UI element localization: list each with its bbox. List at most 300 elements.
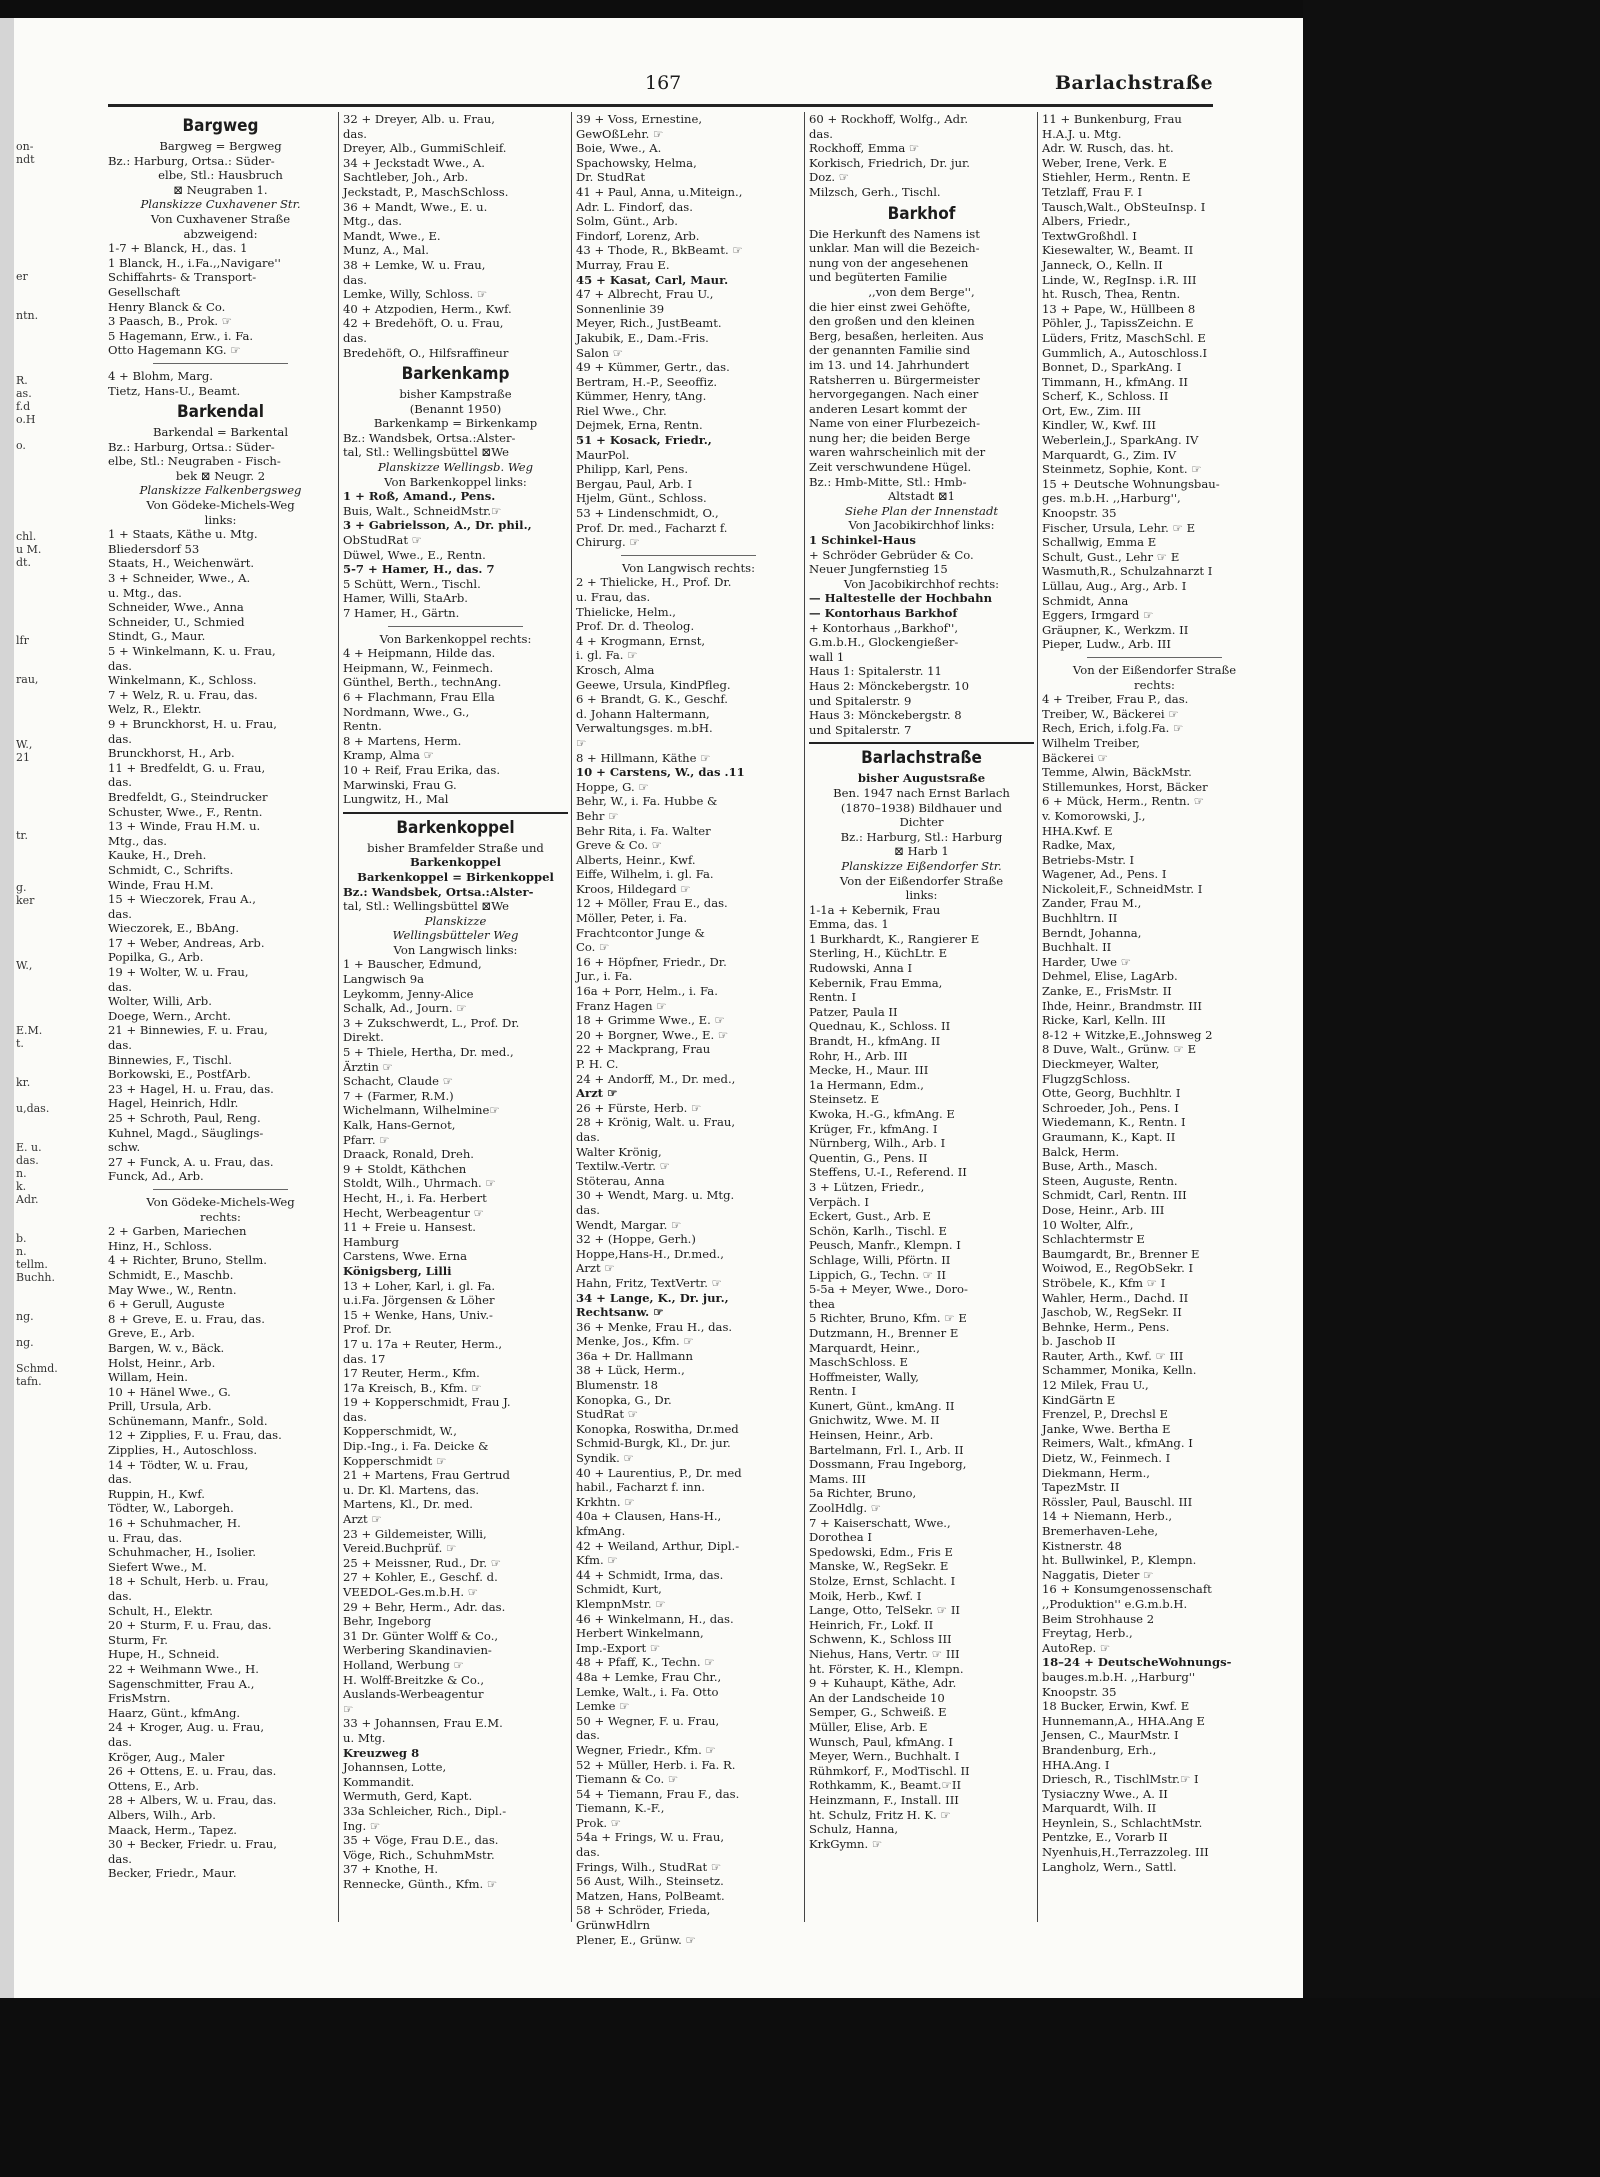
directory-line: 50 + Wegner, F. u. Frau, (576, 1713, 720, 1728)
directory-line: Draack, Ronald, Dreh. (343, 1147, 474, 1162)
fragment-line (16, 972, 38, 985)
section-rule (153, 363, 288, 364)
directory-line: 20 + Borgner, Wwe., E. ☞ (576, 1027, 729, 1042)
fragment-line (16, 335, 38, 348)
directory-line: Schulz, Hanna, (809, 1822, 899, 1837)
directory-line: Dieckmeyer, Walter, (1042, 1057, 1160, 1071)
fragment-line: ng. (16, 1336, 34, 1349)
directory-line: Behr, Ingeborg (343, 1614, 432, 1629)
directory-line: Rössler, Paul, Bauschl. III (1042, 1494, 1193, 1509)
directory-line: Gummlich, A., Autoschloss.I (1042, 345, 1208, 360)
directory-line: Buis, Walt., SchneidMstr.☞ (343, 503, 502, 518)
fragment-line: o. (16, 439, 26, 452)
directory-line: Mams. III (809, 1471, 866, 1486)
directory-line: elbe, Stl.: Neugraben - Fisch- (108, 454, 281, 469)
directory-line: Stolze, Ernst, Schlacht. I (809, 1574, 956, 1588)
directory-line: Hecht, Werbeagentur ☞ (343, 1205, 485, 1220)
directory-line: Wolter, Willi, Arb. (108, 994, 212, 1009)
directory-line: 23 + Hagel, H. u. Frau, das. (108, 1081, 274, 1096)
directory-line: (1870–1938) Bildhauer und (840, 800, 1003, 815)
street-heading: Bargweg (182, 116, 259, 136)
directory-line: Pentzke, E., Vorarb II (1042, 1830, 1168, 1845)
directory-line: Dose, Heinr., Arb. III (1042, 1202, 1165, 1217)
directory-line: Rudowski, Anna I (809, 961, 913, 976)
directory-line: das. (343, 126, 367, 141)
directory-line: 17a Kreisch, B., Kfm. ☞ (343, 1380, 482, 1395)
directory-line: Bz.: Harburg, Ortsa.: Süder- (108, 153, 275, 168)
directory-line: 36 + Menke, Frau H., das. (576, 1319, 733, 1334)
directory-line: 13 + Loher, Karl, i. gl. Fa. (343, 1278, 496, 1293)
running-head: Barlachstraße (1055, 72, 1214, 94)
directory-line: Popilka, G., Arb. (108, 950, 204, 965)
directory-line: 54 + Tiemann, Frau F., das. (576, 1786, 740, 1801)
column-5 (1042, 112, 1267, 1874)
directory-line: 3 + Gabrielsson, A., Dr. phil., (343, 518, 532, 533)
fragment-line: ntn. (16, 309, 39, 322)
fragment-line (16, 621, 38, 634)
directory-line: Hinz, H., Schloss. (108, 1238, 213, 1253)
directory-line: Boie, Wwe., A. (576, 141, 662, 156)
directory-line: Gesellschaft (108, 284, 181, 299)
directory-line: Dejmek, Erna, Rentn. (576, 418, 703, 433)
directory-line: Tiemann & Co. ☞ (576, 1772, 679, 1787)
directory-line: thea (809, 1296, 835, 1311)
directory-line: Betriebs-Mstr. I (1042, 852, 1135, 867)
directory-line: Hamburg (343, 1234, 399, 1249)
street-heading: Barlachstraße (861, 748, 982, 769)
previous-page-fragments (16, 140, 58, 1388)
directory-line: Dossmann, Frau Ingeborg, (809, 1457, 967, 1472)
directory-line: Auslands-Werbeagentur (343, 1687, 484, 1702)
directory-line: Arzt ☞ (576, 1261, 615, 1276)
fragment-line (16, 920, 38, 933)
directory-line: Marwinski, Frau G. (343, 777, 457, 792)
directory-line: Lemke, Walt., i. Fa. Otto (576, 1684, 719, 1699)
directory-line: GrünwHdlrn (576, 1918, 650, 1933)
directory-line: Behr ☞ (576, 808, 619, 823)
directory-line: Dietz, W., Feinmech. I (1042, 1451, 1171, 1466)
directory-line: das. (108, 1851, 132, 1866)
directory-line: + Kontorhaus ,,Barkhof'', (809, 620, 959, 635)
section-rule (621, 555, 756, 556)
directory-line: 5a Richter, Bruno, (809, 1486, 917, 1501)
column-divider (571, 112, 572, 1922)
directory-line: 5 Richter, Bruno, Kfm. ☞ E (809, 1311, 967, 1326)
directory-line: Brandenburg, Erh., (1042, 1742, 1157, 1757)
directory-line: Martens, Kl., Dr. med. (343, 1497, 473, 1512)
fragment-line (16, 582, 38, 595)
directory-line: ZoolHdlg. ☞ (809, 1501, 882, 1516)
directory-line: Bz.: Harburg, Stl.: Harburg (840, 829, 1003, 844)
fragment-line (16, 231, 38, 244)
directory-line: Barkenkoppel (409, 855, 502, 870)
directory-line: Lange, Otto, TelSekr. ☞ II (809, 1603, 961, 1618)
directory-line: Funck, Ad., Arb. (108, 1169, 204, 1184)
directory-line: Holland, Werbung ☞ (343, 1657, 464, 1672)
directory-line: nung von der angesehenen (809, 255, 969, 270)
directory-line: Steinsetz. E (809, 1092, 880, 1107)
directory-line: das. (576, 1202, 600, 1217)
directory-line: 4 + Treiber, Frau P., das. (1042, 692, 1189, 707)
directory-line: 32 + (Hoppe, Gerh.) (576, 1232, 696, 1247)
directory-line: 9 + Kuhaupt, Käthe, Adr. (809, 1676, 957, 1691)
directory-line: Bartelmann, Frl. I., Arb. II (809, 1442, 964, 1457)
directory-line: u. Dr. Kl. Martens, das. (343, 1482, 480, 1497)
directory-line: Moik, Herb., Kwf. I (809, 1588, 922, 1603)
fragment-line: u,das. (16, 1102, 50, 1115)
directory-line: Von Jacobikirchhof rechts: (843, 576, 1000, 591)
directory-line: Jeckstadt, P., MaschSchloss. (343, 184, 509, 199)
directory-line: Barkendal = Barkental (152, 425, 289, 440)
directory-line: Haus 2: Mönckebergstr. 10 (809, 678, 970, 693)
directory-line: Weber, Irene, Verk. E (1042, 155, 1168, 170)
directory-line: Riel Wwe., Chr. (576, 403, 667, 418)
directory-line: Zander, Frau M., (1042, 896, 1142, 911)
fragment-line (16, 452, 38, 465)
fragment-line: dt. (16, 556, 31, 569)
directory-line: Matzen, Hans, PolBeamt. (576, 1888, 725, 1903)
directory-line: Buchhltrn. II (1042, 911, 1118, 926)
directory-line: u. Frau, das. (108, 1530, 183, 1545)
directory-line: 17 + Weber, Andreas, Arb. (108, 935, 265, 950)
fragment-line (16, 686, 38, 699)
directory-line: Henry Blanck & Co. (108, 299, 226, 314)
directory-line: 5 Hagemann, Erw., i. Fa. (108, 328, 254, 343)
directory-line: 6 + Gerull, Auguste (108, 1297, 225, 1312)
directory-line: das. (108, 979, 132, 994)
directory-line: 39 + Voss, Ernestine, (576, 112, 703, 126)
directory-line: Mecke, H., Maur. III (809, 1063, 929, 1078)
directory-line: Düwel, Wwe., E., Rentn. (343, 547, 486, 562)
directory-line: Quednau, K., Schloss. II (809, 1019, 951, 1034)
directory-line: Dip.-Ing., i. Fa. Deicke & (343, 1439, 489, 1454)
directory-line: 42 + Bredehöft, O. u. Frau, (343, 316, 504, 331)
fragment-line (16, 296, 38, 309)
directory-line: Knoopstr. 35 (1042, 1684, 1117, 1699)
directory-line: 20 + Sturm, F. u. Frau, das. (108, 1618, 272, 1633)
directory-line: May Wwe., W., Rentn. (108, 1282, 237, 1297)
directory-line: Kröger, Aug., Maler (108, 1749, 225, 1764)
directory-line: 25 + Meissner, Rud., Dr. ☞ (343, 1555, 502, 1570)
directory-line: Schult, Gust., Lehr ☞ E (1042, 549, 1180, 564)
directory-line: Von Barkenkoppel rechts: (379, 631, 532, 646)
directory-line: Buchhalt. II (1042, 940, 1112, 955)
directory-line: 10 + Carstens, W., das .11 (576, 765, 745, 780)
directory-line: Ricke, Karl, Kelln. III (1042, 1013, 1166, 1028)
directory-line: Freytag, Herb., (1042, 1626, 1133, 1641)
directory-line: Bargen, W. v., Bäck. (108, 1340, 225, 1355)
directory-line: Radke, Max, (1042, 838, 1116, 853)
fragment-line (16, 1219, 38, 1232)
directory-line: Schmidt, Kurt, (576, 1582, 662, 1597)
directory-line: schw. (108, 1140, 141, 1155)
directory-line: TapezMstr. II (1042, 1480, 1120, 1495)
directory-line: — Haltestelle der Hochbahn (809, 591, 992, 606)
directory-line: Rennecke, Günth., Kfm. ☞ (343, 1876, 498, 1891)
directory-line: Berg, besaßen, herleiten. Aus (809, 328, 984, 343)
directory-line: Stöterau, Anna (576, 1173, 665, 1188)
directory-line: Tetzlaff, Frau F. I (1042, 184, 1143, 199)
directory-line: 10 + Hänel Wwe., G. (108, 1384, 231, 1399)
fragment-line (16, 946, 38, 959)
directory-line: Behr, W., i. Fa. Hubbe & (576, 794, 718, 809)
directory-line: Krüger, Fr., kfmAng. I (809, 1121, 938, 1136)
directory-line: Behr Rita, i. Fa. Walter (576, 823, 711, 838)
directory-line: 15 + Deutsche Wohnungsbau- (1042, 476, 1220, 491)
directory-line: die hier einst zwei Gehöfte, (809, 299, 971, 314)
directory-line: Wermuth, Gerd, Kapt. (343, 1789, 473, 1804)
directory-line: Prill, Ursula, Arb. (108, 1399, 212, 1414)
directory-line: im 13. und 14. Jahrhundert (809, 357, 970, 372)
directory-line: Greve, E., Arb. (108, 1326, 195, 1341)
fragment-line: chl. (16, 530, 37, 543)
directory-line: Bertram, H.-P., Seeoffiz. (576, 374, 718, 389)
directory-line: Sturm, Fr. (108, 1632, 168, 1647)
directory-line: Carstens, Wwe. Erna (343, 1249, 468, 1264)
fragment-line (16, 491, 38, 504)
directory-line: 8-12 + Witzke,E.,Johnsweg 2 (1042, 1027, 1213, 1042)
directory-line: ObStudRat ☞ (343, 533, 423, 548)
directory-line: Janke, Wwe. Bertha E (1042, 1421, 1171, 1436)
directory-line: Ort, Ew., Zim. III (1042, 403, 1142, 418)
directory-line: Schünemann, Manfr., Sold. (108, 1413, 268, 1428)
directory-line: 12 Milek, Frau U., (1042, 1378, 1149, 1393)
directory-line: Ihde, Heinr., Brandmstr. III (1042, 998, 1203, 1013)
directory-line: Prok. ☞ (576, 1815, 622, 1830)
directory-line: Schmidt, Anna (1042, 593, 1129, 608)
directory-line: Ratsherren u. Bürgermeister (809, 372, 980, 387)
directory-line: Schön, Karlh., Tischl. E (809, 1223, 947, 1238)
directory-line: Krkhtn. ☞ (576, 1494, 635, 1509)
directory-line: Doege, Wern., Archt. (108, 1008, 231, 1023)
fragment-line: Buchh. (16, 1271, 55, 1284)
directory-line: Wasmuth,R., Schulzahnarzt I (1042, 564, 1213, 579)
directory-line: 2 + Thielicke, H., Prof. Dr. (576, 575, 732, 590)
directory-line: Schuster, Wwe., F., Rentn. (108, 804, 263, 819)
directory-line: H.A.J. u. Mtg. (1042, 126, 1122, 141)
directory-line: anderen Lesart kommt der (809, 401, 967, 416)
directory-line: Meyer, Wern., Buchhalt. I (809, 1749, 960, 1764)
directory-line: Frachtcontor Junge & (576, 925, 705, 940)
fragment-line (16, 608, 38, 621)
directory-line: Doz. ☞ (809, 170, 850, 185)
directory-line: HHA.Ang. I (1042, 1757, 1110, 1772)
directory-line: + Schröder Gebrüder & Co. (809, 547, 974, 562)
directory-line: 1-1a + Kebernik, Frau (809, 902, 941, 917)
directory-line: Bonnet, D., SparkAng. I (1042, 360, 1182, 375)
directory-line: Ben. 1947 nach Ernst Barlach (833, 785, 1010, 800)
fragment-line (16, 257, 38, 270)
directory-line: 23 + Gildemeister, Willi, (343, 1526, 487, 1541)
directory-line: Kwoka, H.-G., kfmAng. E (809, 1107, 955, 1121)
directory-line: tal, Stl.: Wellingsbüttel ⊠We (343, 899, 510, 914)
directory-line: Kalk, Hans-Gernot, (343, 1118, 456, 1132)
directory-line: Heipmann, W., Feinmech. (343, 660, 494, 675)
directory-line: Ruppin, H., Kwf. (108, 1486, 205, 1501)
directory-line: 25 + Schroth, Paul, Reng. (108, 1111, 261, 1125)
directory-line: unklar. Man will die Bezeich- (809, 241, 980, 256)
directory-line: 1 + Roß, Amand., Pens. (343, 489, 496, 504)
directory-line: 5-7 + Hamer, H., das. 7 (343, 562, 495, 577)
directory-line: 3 Paasch, B., Prok. ☞ (108, 314, 233, 329)
directory-line: der genannten Familie sind (809, 343, 971, 358)
directory-line: Staats, H., Weichenwärt. (108, 556, 255, 571)
directory-line: Planskizze Eißendorfer Str. (841, 858, 1002, 873)
directory-line: Schacht, Claude ☞ (343, 1074, 454, 1089)
directory-line: Rech, Erich, i.folg.Fa. ☞ (1042, 721, 1184, 736)
directory-line: 4 + Richter, Bruno, Stellm. (108, 1253, 267, 1268)
directory-line: kfmAng. (576, 1524, 626, 1538)
directory-line: Bargweg = Bergweg (159, 139, 282, 153)
directory-line: Timmann, H., kfmAng. II (1042, 374, 1188, 389)
directory-line: 11 + Freie u. Hansest. (343, 1220, 476, 1235)
directory-line: Schiffahrts- & Transport- (108, 270, 257, 285)
directory-line: 28 + Krönig, Walt. u. Frau, (576, 1115, 736, 1130)
directory-line: Treiber, W., Bäckerei ☞ (1042, 706, 1179, 721)
fragment-line (16, 322, 38, 335)
fragment-line: Schmd. (16, 1362, 58, 1375)
fragment-line (16, 1128, 38, 1141)
directory-line: wall 1 (809, 649, 845, 664)
directory-line: Tödter, W., Laborgeh. (108, 1501, 234, 1516)
directory-line: Siehe Plan der Innenstadt (844, 503, 999, 518)
directory-line: 9 + Brunckhorst, H. u. Frau, (108, 716, 277, 731)
directory-line: Hoffmeister, Wally, (809, 1369, 919, 1384)
directory-line: MaurPol. (576, 447, 630, 462)
directory-line: Haarz, Günt., kfmAng. (108, 1705, 241, 1720)
directory-line: Dichter (899, 815, 944, 830)
directory-line: 24 + Kroger, Aug. u. Frau, (108, 1720, 265, 1735)
directory-line: Mandt, Wwe., E. (343, 228, 441, 243)
section-rule (153, 1189, 288, 1190)
directory-line: v. Komorowski, J., (1042, 808, 1146, 823)
directory-line: Hoppe, G. ☞ (576, 779, 649, 794)
directory-line: Schneider, Wwe., Anna (108, 600, 244, 615)
directory-line: 5-5a + Meyer, Wwe., Doro- (809, 1282, 968, 1297)
directory-line: 17 u. 17a + Reuter, Herm., (343, 1336, 503, 1351)
directory-line: 44 + Schmidt, Irma, das. (576, 1567, 724, 1582)
directory-line: das. (108, 1038, 132, 1053)
directory-line: Von Langwisch rechts: (621, 560, 756, 575)
directory-line: Emma, das. 1 (809, 917, 889, 932)
directory-line: 16 + Konsumgenossenschaft (1042, 1582, 1212, 1597)
directory-line: 30 + Wendt, Marg. u. Mtg. (576, 1188, 735, 1203)
fragment-line (16, 1050, 38, 1063)
section-rule (343, 812, 568, 814)
directory-line: Holst, Heinr., Arb. (108, 1355, 216, 1370)
directory-line: 58 + Schröder, Frieda, (576, 1903, 711, 1918)
directory-line: Arzt ☞ (576, 1086, 618, 1101)
directory-line: ⊠ Harb 1 (894, 844, 949, 859)
fragment-line (16, 1115, 38, 1128)
directory-line: Zipplies, H., Autoschloss. (108, 1443, 258, 1458)
directory-line: Werbering Skandinavien- (343, 1643, 492, 1658)
directory-line: Kindler, W., Kwf. III (1042, 418, 1156, 433)
directory-line: Herbert Winkelmann, (576, 1626, 704, 1641)
directory-line: Walter Krönig, (576, 1144, 662, 1159)
directory-line: Von Cuxhavener Straße (150, 211, 291, 226)
directory-line: 6 + Mück, Herm., Rentn. ☞ (1042, 794, 1205, 809)
directory-line: FlugzgSchloss. (1042, 1071, 1131, 1086)
directory-line: Krosch, Alma (576, 662, 655, 677)
directory-line: Weberlein,J., SparkAng. IV (1042, 433, 1199, 448)
fragment-line (16, 205, 38, 218)
directory-line: Berndt, Johanna, (1042, 925, 1142, 940)
directory-line: Kopperschmidt, W., (343, 1424, 457, 1439)
directory-line: das. (108, 906, 132, 921)
directory-line: StudRat ☞ (576, 1407, 639, 1422)
directory-line: abzweigend: (183, 226, 258, 241)
directory-line: Rentn. I (809, 990, 857, 1005)
fragment-line (16, 192, 38, 205)
directory-line: Chirurg. ☞ (576, 535, 640, 550)
directory-line: Dutzmann, H., Brenner E (809, 1325, 959, 1340)
fragment-line: kr. (16, 1076, 31, 1089)
directory-line: 4 + Blohm, Marg. (108, 368, 213, 383)
directory-line: das. (108, 731, 132, 746)
directory-line: 9 + Stoldt, Käthchen (343, 1161, 467, 1176)
directory-line: ht. Förster, K. H., Klempn. (809, 1661, 964, 1676)
directory-line: Heinsen, Heinr., Arb. (809, 1428, 934, 1443)
directory-line: i. gl. Fa. ☞ (576, 648, 638, 663)
directory-line: und Spitalerstr. 9 (809, 693, 912, 708)
directory-line: Steffens, U.-I., Referend. II (809, 1165, 967, 1180)
directory-line: 16 + Schuhmacher, H. (108, 1516, 241, 1531)
fragment-line: R. (16, 374, 28, 387)
fragment-line: b. (16, 1232, 27, 1245)
directory-line: Verpäch. I (809, 1194, 869, 1209)
directory-line: 7 + (Farmer, R.M.) (343, 1088, 454, 1103)
directory-line: 36a + Dr. Hallmann (576, 1348, 693, 1363)
directory-line: Becker, Friedr., Maur. (108, 1866, 237, 1881)
directory-line: 31 Dr. Günter Wolff & Co., (343, 1628, 499, 1643)
directory-line: Co. ☞ (576, 940, 610, 955)
directory-line: Planskizze Falkenbergsweg (139, 483, 302, 498)
directory-line: P. H. C. (576, 1057, 619, 1071)
directory-line: Haus 3: Mönckebergstr. 8 (809, 708, 962, 723)
fragment-line (16, 218, 38, 231)
fragment-line: n. (16, 1245, 27, 1258)
directory-line: Marquardt, Wilh. II (1042, 1801, 1157, 1816)
directory-line: Ärztin ☞ (343, 1059, 393, 1074)
directory-line: Eggers, Irmgard ☞ (1042, 608, 1154, 623)
fragment-line: 21 (16, 751, 30, 764)
directory-line: 17 Reuter, Herm., Kfm. (343, 1366, 480, 1381)
directory-line: Konopka, G., Dr. (576, 1392, 672, 1407)
directory-line: Wendt, Margar. ☞ (576, 1217, 682, 1232)
fragment-line: n. (16, 1167, 27, 1180)
directory-line: Quentin, G., Pens. II (809, 1150, 928, 1165)
directory-line: ges. m.b.H. ,,Harburg'', (1042, 491, 1181, 506)
directory-line: Semper, G., Schweiß. E (809, 1705, 947, 1720)
directory-line: Hjelm, Günt., Schloss. (576, 491, 707, 506)
fragment-line (16, 647, 38, 660)
directory-line: 49 + Kümmer, Gertr., das. (576, 360, 730, 375)
directory-line: 5 Schütt, Wern., Tischl. (343, 576, 481, 591)
directory-line: 1 + Bauscher, Edmund, (343, 957, 482, 972)
directory-line: HHA.Kwf. E (1042, 823, 1113, 838)
directory-line: Gnichwitz, Wwe. M. II (809, 1413, 940, 1428)
directory-line: Tausch,Walt., ObSteuInsp. I (1042, 199, 1206, 214)
directory-line: Baumgardt, Br., Brenner E (1042, 1246, 1200, 1261)
previous-page-edge (0, 18, 14, 1998)
directory-line: 6 + Flachmann, Frau Ella (343, 689, 495, 704)
fragment-line: on- (16, 140, 34, 153)
directory-line: 12 + Möller, Frau E., das. (576, 896, 728, 911)
fragment-line: g. (16, 881, 27, 894)
fragment-line: u M. (16, 543, 42, 556)
directory-line: Steinmetz, Sophie, Kont. ☞ (1042, 462, 1202, 477)
